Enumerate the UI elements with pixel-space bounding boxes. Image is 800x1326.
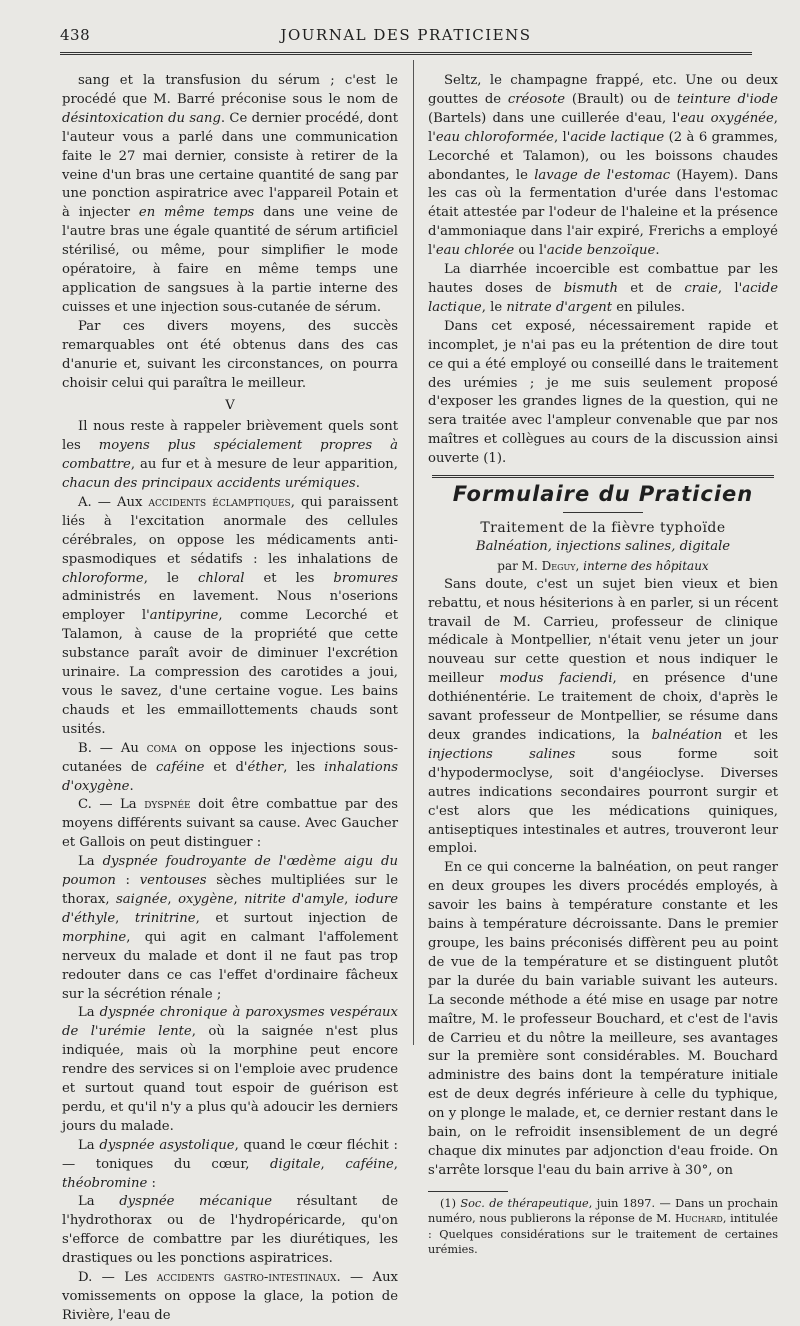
formulaire-section bbox=[428, 475, 778, 513]
article-subtitle: Balnéation, injections salines, digitale bbox=[475, 538, 731, 554]
running-head bbox=[60, 22, 752, 46]
paragraph: sang et la transfusion du sérum ; c'est le procédé que M. Barré préconise sous le nom de désintoxication du sang. Ce dernier procédé, dont l'auteur vous a parlé dans une communication faite le 27 mai dernier, consiste à retirer de la veine d'un bras une certaine quantité de sang par une ponction aspiratrice avec l'appareil Potain et à injecter en même temps dans une veine de l'autre bras une égale quantité de sérum artificiel stérilisé, ou même, pour simplifier le mode opératoire, à faire en même temps une application de sangsues à la partie interne des cuisses et une injection sous-cutanée de sérum. bbox=[62, 73, 399, 315]
short-rule bbox=[563, 512, 643, 513]
paragraph: Par ces divers moyens, des succès remarquables ont été obtenus dans des cas d'anurie et, suivant les circonstances, on pourra choisir celui qui paraîtra le meilleur. bbox=[62, 318, 398, 391]
paragraph: Seltz, le champagne frappé, etc. Une ou deux gouttes de créosote (Brault) ou de teinture d'iode (Bartels) dans une cuillerée d'eau, l'eau oxygénée, l'eau chloroformée, l'acide lactique (2 à 6 grammes, Lecorché et Talamon), ou les boissons chaudes abondantes, le lavage de l'estomac (Hayem). Dans les cas où la fermentation d'urée dans l'estomac était attestée par l'odeur de l'haleine et la présence d'ammoniaque dans l'air expiré, Frerichs a employé l'eau chlorée ou l'acide benzoïque. bbox=[428, 73, 778, 259]
formulaire-title: Formulaire du Praticien bbox=[452, 482, 754, 507]
article-title: Traitement de la fièvre typhoïde bbox=[480, 520, 726, 537]
paragraph: La dyspnée chronique à paroxysmes vespéraux de l'urémie lente, où la saignée n'est plus indiquée, mais où la morphine peut encore rendre des services si on l'emploie avec prudence et surtout quand tout espoir de guérison est perdu, et qu'il n'y a plus qu'à adoucir les derniers jours du malade. bbox=[62, 1005, 398, 1134]
paragraph: Sans doute, c'est un sujet bien vieux et bien rebattu, et nous hésiterions à en parler, si un récent travail de M. Carrieu, professeur de clinique médicale à Montpellier, n'était venu jeter un jour nouveau sur cette question et nous indiquer le meilleur modus faciendi, en présence d'une dothiénentérie. Le traitement de choix, d'après le savant professeur de Montpellier, se résume dans deux grandes indications, la balnéation et les injections salines sous forme soit d'hypodermoclyse, soit d'angéioclyse. Diverses autres indications secondaires pourront surgir et c'est alors que les médications quiniques, antiseptiques intestinales et autres, trouveront leur emploi. bbox=[428, 576, 779, 857]
paragraph: Dans cet exposé, nécessairement rapide et incomplet, je n'ai pas eu la prétention de dire tout ce qui a été employé ou conseillé dans le traitement des urémies ; je me suis seulement proposé d'exposer les grandes lignes de la question, qui ne sera traitée avec l'ampleur convenable que par nos maîtres et collègues au cours de la discussion ainsi ouverte (1). bbox=[428, 318, 778, 467]
journal-title: JOURNAL DES PRATICIENS bbox=[280, 26, 532, 44]
page-number: 438 bbox=[60, 26, 91, 44]
paragraph: D. — Les accidents gastro-intestinaux. — Aux vomissements on oppose la glace, la potion de Rivière, l'eau de bbox=[62, 1270, 398, 1323]
paragraph: En ce qui concerne la balnéation, on peut ranger en deux groupes les divers procédés employés, à savoir les bains à température constante et les bains à température décroissante. Dans le premier groupe, les bains préconisés diffèrent peu au point de vue de la température et se distinguent plutôt par la durée du bain variable suivant les auteurs. La seconde méthode a été mise en usage par notre maître, M. le professeur Bouchard, et c'est de l'avis de Carrieu et du nôtre la meilleure, ses avantages sur la première sont considérables. M. Bouchard administre des bains dont la température initiale est de deux degrés inférieure à celle du typhique, on y plonge le malade, et, ce dernier restant dans le bain, on le refroidit insensiblement de un degré chaque dix minutes par adjonction d'eau froide. On s'arrête lorsque l'eau du bain arrive à 30°, on bbox=[428, 860, 778, 1178]
left-column bbox=[62, 72, 398, 1326]
paragraph: La diarrhée incoercible est combattue par les hautes doses de bismuth et de craie, l'acide lactique, le nitrate d'argent en pilules. bbox=[428, 262, 778, 315]
section-heading: V bbox=[225, 398, 235, 414]
article-byline: par M. Deguy, interne des hôpitaux bbox=[497, 558, 709, 573]
paragraph: Il nous reste à rappeler brièvement quels sont les moyens plus spécialement propres à combattre, au fur et à mesure de leur apparition, chacun des principaux accidents urémiques. bbox=[62, 419, 398, 492]
header-rule bbox=[60, 52, 752, 55]
paragraph: La dyspnée mécanique résultant de l'hydrothorax ou de l'hydropéricarde, qu'on s'efforce de combattre par les diurétiques, les drastiques ou les ponctions aspiratrices. bbox=[62, 1194, 399, 1267]
paragraph: La dyspnée foudroyante de l'œdème aigu du poumon : ventouses sèches multipliées sur le thorax, saignée, oxygène, nitrite d'amyle, iodure d'éthyle, trinitrine, et surtout injection de morphine, qui agit en calmant l'affolement nerveux du malade et dont il ne faut pas trop redouter dans ce cas l'effet d'ordinaire fâcheux sur la sécrétion rénale ; bbox=[62, 854, 399, 1002]
footnote: (1) Soc. de thérapeutique, juin 1897. — Dans un prochain numéro, nous publierons la réponse de M. Huchard, intitulée : Quelques considérations sur le traitement de certaines urémies. bbox=[428, 1196, 778, 1257]
paragraph: La dyspnée asystolique, quand le cœur fléchit : — toniques du cœur, digitale, caféine, théobromine : bbox=[62, 1137, 398, 1191]
right-column bbox=[428, 72, 778, 1258]
paragraph: B. — Au coma on oppose les injections sous-cutanées de caféine et d'éther, les inhalations d'oxygène. bbox=[62, 740, 398, 794]
column-divider bbox=[413, 60, 414, 1045]
paragraph: A. — Aux accidents éclamptiques, qui paraissent liés à l'excitation anormale des cellules cérébrales, on oppose les médicaments anti-spasmodiques et sédatifs : les inhalations de chloroforme, le chloral et les bromures administrés en lavement. Nous n'oserions employer l'antipyrine, comme Lecorché et Talamon, à cause de la propriété que cette substance paraît avoir de diminuer l'excrétion urinaire. La compression des carotides a joui, vous le savez, d'une certaine vogue. Les bains chauds et les emmaillottements chauds sont usités. bbox=[62, 494, 398, 737]
double-rule bbox=[432, 475, 774, 478]
footnote-rule bbox=[428, 1191, 508, 1192]
paragraph: C. — La dyspnée doit être combattue par des moyens différents suivant sa cause. Avec Gaucher et Gallois on peut distinguer : bbox=[62, 797, 398, 851]
